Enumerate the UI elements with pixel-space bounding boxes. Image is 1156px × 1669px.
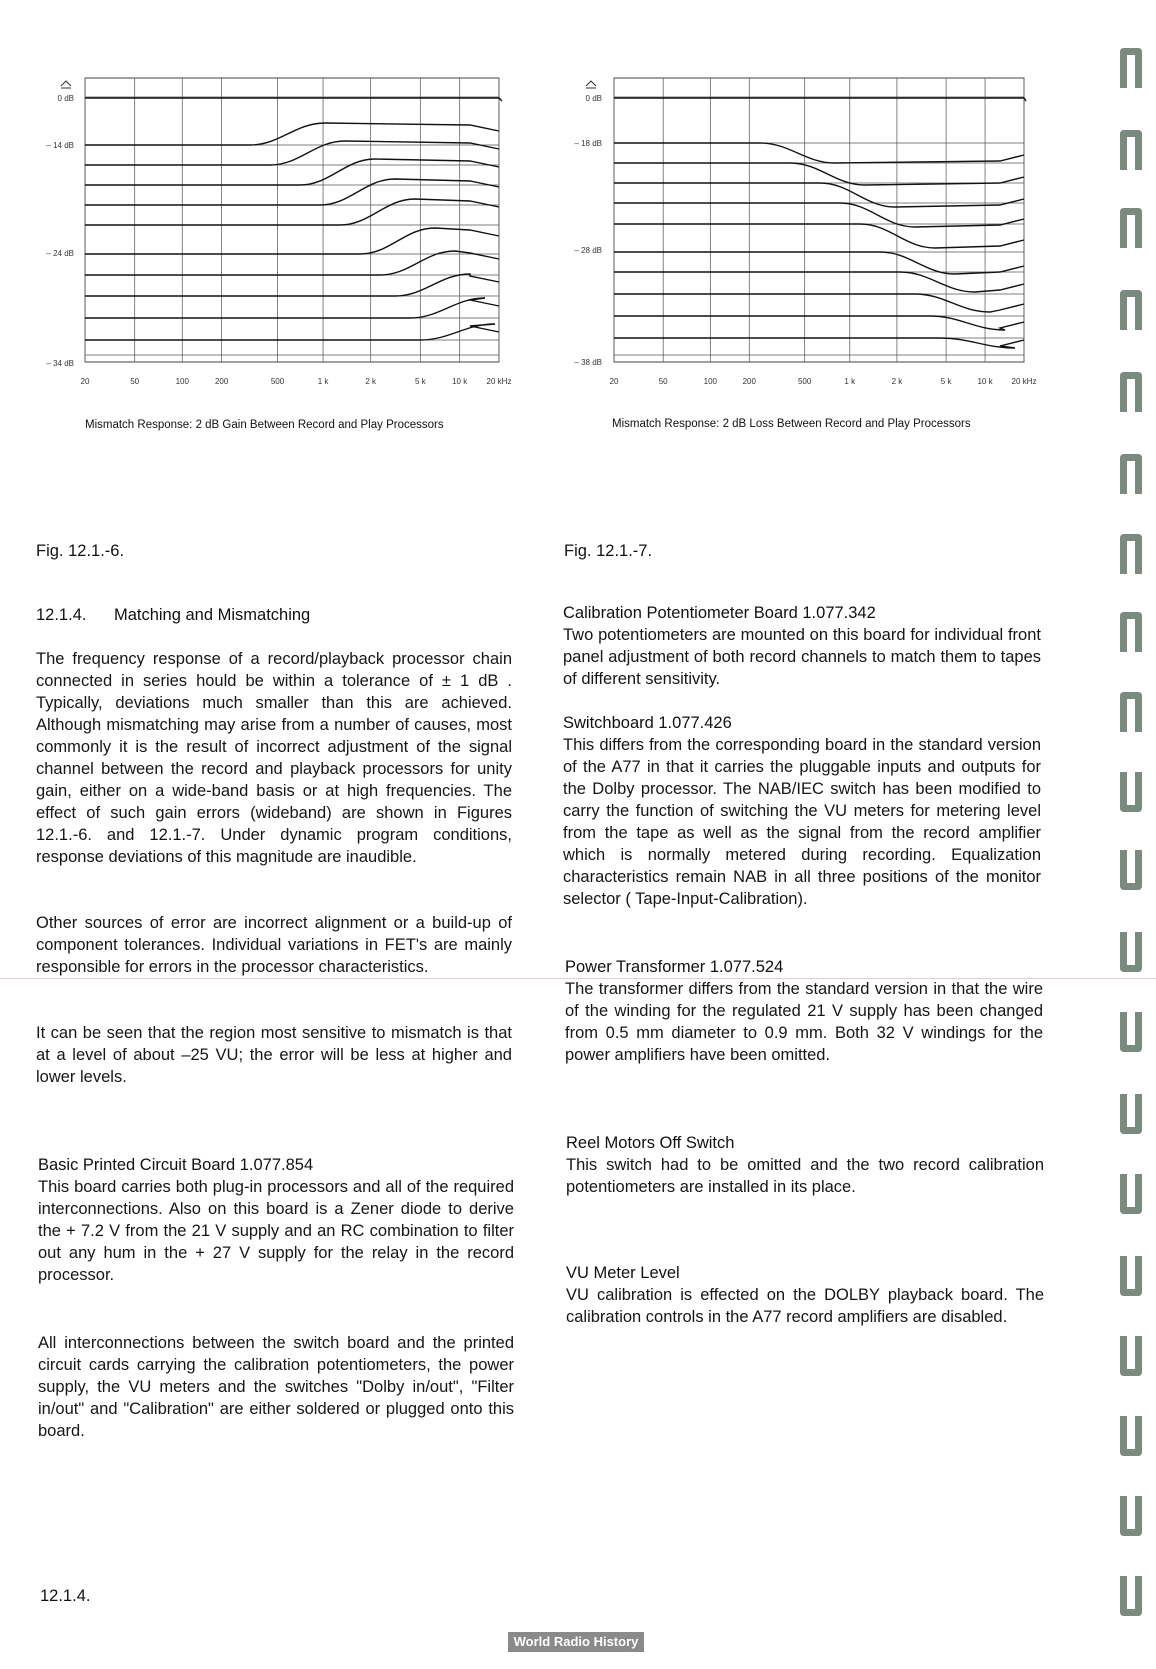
calibration-heading: Calibration Potentiometer Board 1.077.342 [563,604,876,622]
chart-fig-12-1-7 [0,0,1156,440]
thumb-tab-mark [1120,1336,1142,1376]
freq-tick-label: 20 kHz [486,377,512,386]
basic-pcb-paragraph: This board carries both plug-in processors and all of the required interconnections. Also on this board is a Zener diode to derive the + 7.2 V from the 21 V supply and an RC combination to filter out any hum in the + 27 V supply for the relay in the record processor. [38,1178,514,1284]
freq-tick-label: 5 k [940,377,952,386]
page-number: 12.1.4. [40,1587,91,1605]
freq-tick-label: 20 kHz [1011,377,1037,386]
db-label-14: – 14 dB [46,141,74,150]
thumb-tab-mark [1120,454,1142,494]
vu-meter-paragraph: VU calibration is effected on the DOLBY playback board. The calibration controls in the A77 record amplifiers are disabled. [566,1286,1044,1326]
matching-paragraph-3: It can be seen that the region most sensitive to mismatch is that at a level of about –25 VU; the error will be less at higher and lower levels. [36,1024,512,1086]
freq-tick-label: 200 [742,377,756,386]
power-transformer-paragraph: The transformer differs from the standard version in that the wire of the winding for the regulated 21 V supply has been changed from 0.5 mm diameter to 0.9 mm. Both 32 V windings for the power amplifiers have been omitted. [565,980,1043,1064]
thumb-tab-mark [1120,1012,1142,1052]
response-curve [614,224,1024,248]
vu-meter-heading: VU Meter Level [566,1264,680,1282]
db-label-18: – 18 dB [574,139,602,148]
thumb-tab-mark [1120,372,1142,412]
response-curve [614,143,1024,163]
calibration-paragraph: Two potentiometers are mounted on this board for individual front panel adjustment of both record channels to match them to tapes of different sensitivity. [563,626,1041,688]
thumb-tab-mark [1120,772,1142,812]
thumb-tab-mark [1120,1094,1142,1134]
freq-tick-label: 50 [130,377,140,386]
thumb-tab-mark [1120,1496,1142,1536]
thumb-tab-mark [1120,1256,1142,1296]
db-label-28: – 28 dB [574,246,602,255]
response-curve [614,252,1024,274]
freq-tick-label: 200 [214,377,229,386]
thumb-tab-mark [1120,290,1142,330]
db-label-38: – 38 dB [574,358,602,367]
reel-motors-heading: Reel Motors Off Switch [566,1134,735,1152]
thumb-tab-mark [1120,932,1142,972]
thumb-tab-mark [1120,692,1142,732]
freq-tick-label: 20 [609,377,619,386]
switchboard-heading: Switchboard 1.077.426 [563,714,732,732]
freq-tick-label: 20 [80,377,90,386]
thumb-tab-mark [1120,1174,1142,1214]
response-curve [614,272,1024,292]
thumb-tab-mark [1120,130,1142,170]
chart-frame [614,78,1024,362]
thumb-tab-mark [1120,1576,1142,1616]
section-heading: 12.1.4. Matching and Mismatching [36,606,311,624]
db-label-34: – 34 dB [46,359,74,368]
thumb-tab-mark [1120,850,1142,890]
freq-tick-label: 100 [175,377,189,386]
thumb-tab-mark [1120,208,1142,248]
response-curve [614,163,1024,185]
ref-arrow-icon [586,81,596,88]
thumb-tab-mark [1120,612,1142,652]
scan-artifact-line [0,978,1156,979]
freq-tick-label: 5 k [415,377,426,386]
interconnections-paragraph: All interconnections between the switch board and the printed circuit cards carrying the calibration potentiometers, the power supply, the VU meters and the switches "Dolby in/out", "Filter in/out" and "Calibration" are either soldered or plugged onto this board. [38,1334,514,1440]
freq-tick-label: 10 k [977,377,993,386]
response-curve [614,338,1024,348]
response-curve [614,294,1024,312]
fig6-label: Fig. 12.1.-6. [36,542,125,560]
freq-tick-label: 2 k [365,377,376,386]
thumb-tab-mark [1120,1416,1142,1456]
basic-pcb-heading: Basic Printed Circuit Board 1.077.854 [38,1156,314,1174]
freq-tick-label: 2 k [891,377,903,386]
freq-tick-label: 500 [270,377,285,386]
response-curve [614,98,1026,101]
power-transformer-heading: Power Transformer 1.077.524 [565,958,784,976]
footer-watermark: World Radio History [508,1632,644,1652]
freq-tick-label: 100 [703,377,718,386]
reel-motors-paragraph: This switch had to be omitted and the two record calibration potentiometers are installed in its place. [566,1156,1044,1196]
fig7-label: Fig. 12.1.-7. [564,542,653,560]
matching-paragraph-1: The frequency response of a record/playback processor chain connected in series hould be within a tolerance of ± 1 dB . Typically, deviations much smaller than this are achieved. Although mismatching may arise from a number of causes, most commonly it is the result of incorrect adjustment of the signal channel between the record and playback processors for unity gain, either on a wide-band basis or at high frequencies. The effect of such gain errors (wideband) are shown in Figures 12.1.-6. and 12.1.-7. Under dynamic program conditions, response deviations of this magnitude are inaudible. [36,650,512,866]
freq-tick-label: 10 k [452,377,468,386]
db-label-0: 0 dB [585,94,602,103]
freq-tick-label: 1 k [317,377,329,386]
matching-paragraph-2: Other sources of error are incorrect alignment or a build-up of component tolerances. Individual variations in FET's are mainly responsible for errors in the processor characteristics. [36,914,512,976]
db-label-0: 0 dB [57,94,74,103]
thumb-tab-mark [1120,48,1142,88]
freq-tick-label: 500 [797,377,812,386]
thumb-tab-mark [1120,534,1142,574]
freq-tick-label: 50 [658,377,668,386]
fig6-caption: Mismatch Response: 2 dB Gain Between Record and Play Processors [85,419,444,431]
switchboard-paragraph: This differs from the corresponding board in the standard version of the A77 in that it carries the pluggable inputs and outputs for the Dolby processor. The NAB/IEC switch has been modified to carry the function of switching the VU meters for metering level from the tape as well as the signal from the record amplifier which is normally metered during recording. Equalization characteristics remain NAB in all three positions of the monitor selector ( Tape-Input-Calibration). [563,736,1041,908]
response-curve [614,316,1024,330]
freq-tick-label: 1 k [844,377,856,386]
fig7-caption: Mismatch Response: 2 dB Loss Between Record and Play Processors [612,418,971,430]
db-label-24: – 24 dB [46,249,74,258]
